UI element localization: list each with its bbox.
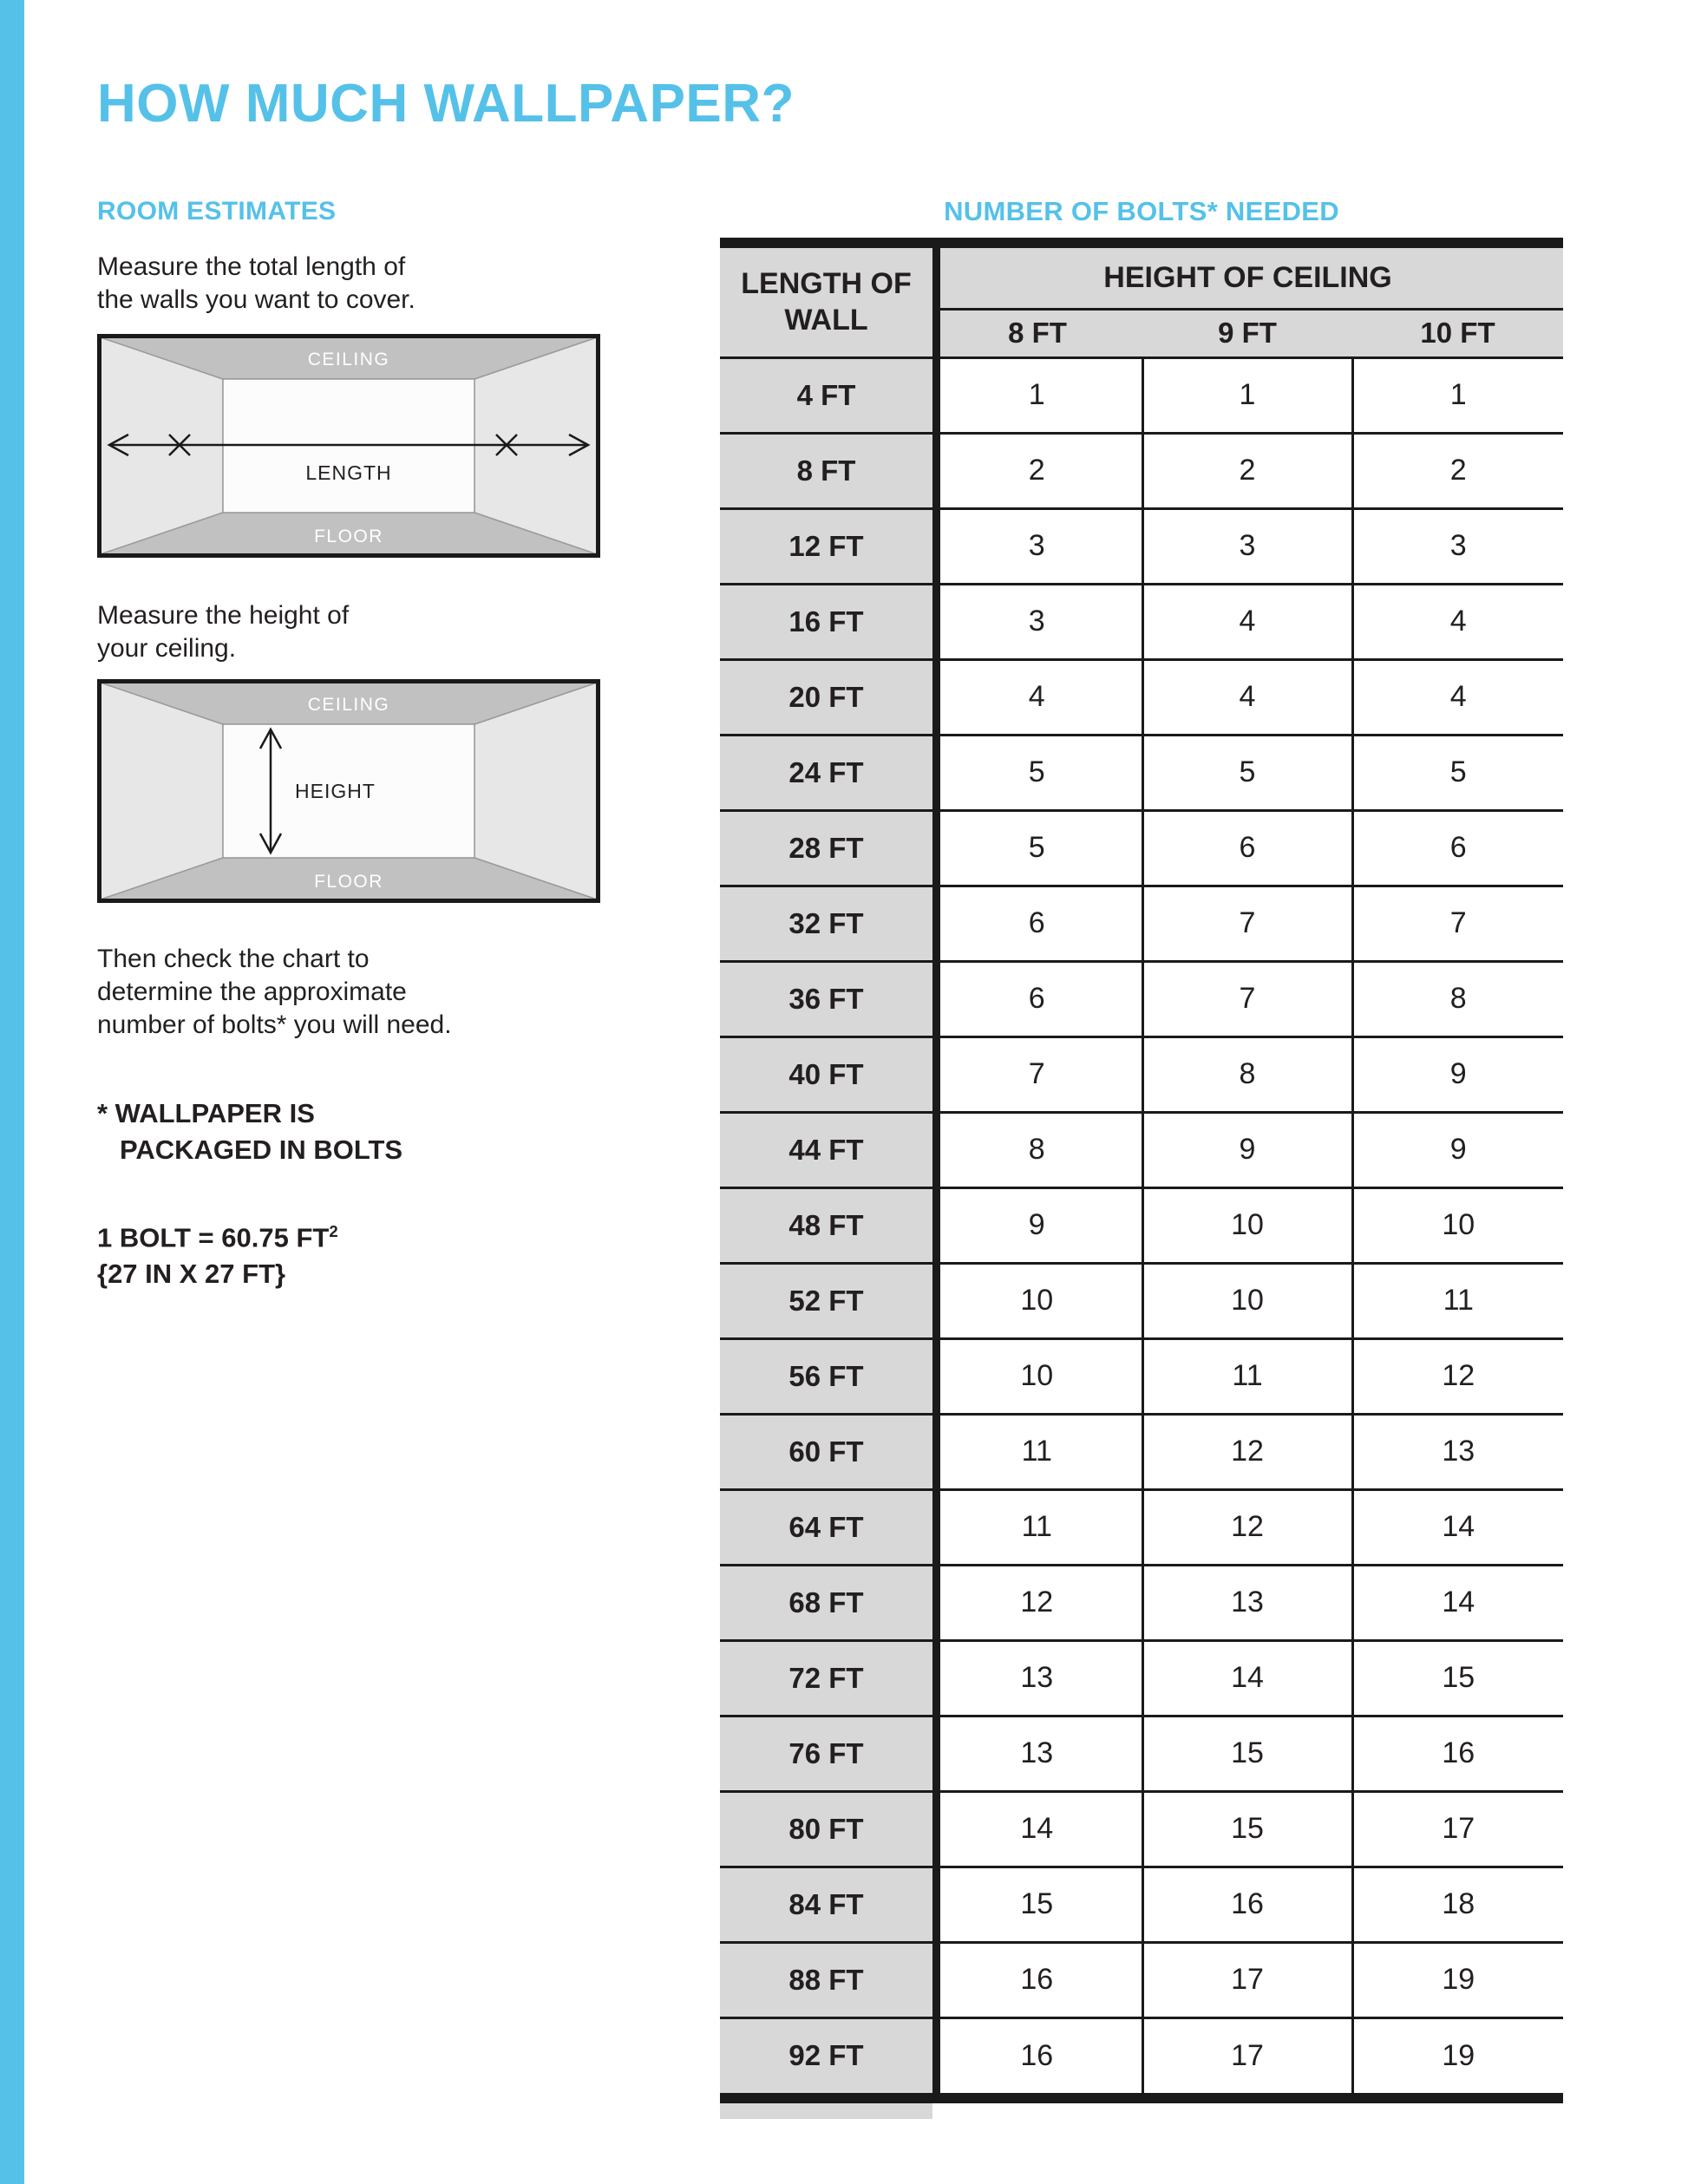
footnote-line: * WALLPAPER IS xyxy=(97,1098,315,1128)
room-height-diagram xyxy=(97,679,600,903)
bolt-count-cell: 5 xyxy=(932,735,1142,810)
bolt-count-cell: 3 xyxy=(932,584,1142,659)
row-label: 48 FT xyxy=(720,1187,932,1263)
step-line: Measure the total length of xyxy=(97,252,406,281)
row-label: 84 FT xyxy=(720,1867,932,1942)
accent-stripe xyxy=(0,0,24,2184)
instructions-column xyxy=(97,197,652,1292)
bolt-count-cell: 15 xyxy=(932,1867,1142,1942)
bolt-equation-exponent: 2 xyxy=(329,1222,338,1240)
table-row xyxy=(720,584,1563,659)
bolt-count-cell: 4 xyxy=(1142,584,1352,659)
ceiling-label: CEILING xyxy=(307,350,390,369)
table-row xyxy=(720,961,1563,1036)
bolt-count-cell: 12 xyxy=(1142,1414,1352,1489)
row-label: 80 FT xyxy=(720,1791,932,1867)
bolt-count-cell: 5 xyxy=(1352,735,1563,810)
instruction-step-3 xyxy=(97,943,652,1042)
bolt-count-cell: 12 xyxy=(932,1565,1142,1640)
bolt-count-cell: 7 xyxy=(1352,886,1563,961)
col-header-9-ft: 9 FT xyxy=(1142,309,1352,357)
bolt-count-cell: 2 xyxy=(1352,433,1563,508)
bolt-count-cell: 15 xyxy=(1352,1640,1563,1716)
bolt-count-cell: 10 xyxy=(932,1338,1142,1414)
table-vertical-rule xyxy=(932,238,940,2103)
bolt-count-cell: 12 xyxy=(1352,1338,1563,1414)
bolt-equation-text: 1 BOLT = 60.75 FT xyxy=(97,1222,330,1253)
bolt-dimensions: {27 IN X 27 FT} xyxy=(97,1259,286,1290)
step-line: number of bolts* you will need. xyxy=(97,1010,452,1039)
row-label: 64 FT xyxy=(720,1489,932,1565)
bolt-count-cell: 4 xyxy=(1142,659,1352,735)
step-line: Measure the height of xyxy=(97,601,350,630)
bolt-count-cell: 15 xyxy=(1142,1791,1352,1867)
table-top-rule xyxy=(720,238,1563,248)
table-row xyxy=(720,1867,1563,1942)
bolt-count-cell: 7 xyxy=(1142,886,1352,961)
table-row xyxy=(720,1716,1563,1791)
bolt-count-cell: 1 xyxy=(1352,357,1563,433)
bolt-count-cell: 9 xyxy=(1352,1112,1563,1187)
bolt-count-cell: 7 xyxy=(932,1036,1142,1112)
floor-label: FLOOR xyxy=(314,526,383,546)
table-row xyxy=(720,1112,1563,1187)
step-line: your ceiling. xyxy=(97,634,237,663)
row-label: 40 FT xyxy=(720,1036,932,1112)
bolt-count-cell: 17 xyxy=(1142,1942,1352,2017)
col-header-10-ft: 10 FT xyxy=(1352,309,1563,357)
bolt-count-cell: 18 xyxy=(1352,1867,1563,1942)
row-label: 52 FT xyxy=(720,1263,932,1338)
floor-label: FLOOR xyxy=(314,872,383,892)
bolt-count-cell: 13 xyxy=(1352,1414,1563,1489)
bolt-count-cell: 14 xyxy=(1142,1640,1352,1716)
row-label: 88 FT xyxy=(720,1942,932,2017)
bolt-count-cell: 3 xyxy=(1142,508,1352,584)
bolt-count-cell: 3 xyxy=(1352,508,1563,584)
row-label: 76 FT xyxy=(720,1716,932,1791)
bolt-count-cell: 9 xyxy=(1142,1112,1352,1187)
bolt-count-cell: 16 xyxy=(932,2017,1142,2093)
table-row xyxy=(720,433,1563,508)
footnote-line: PACKAGED IN BOLTS xyxy=(120,1135,403,1165)
bolts-needed-heading: NUMBER OF BOLTS* NEEDED xyxy=(944,196,1339,226)
table-row xyxy=(720,1942,1563,2017)
corner-header: LENGTH OF WALL xyxy=(720,248,932,357)
row-label: 92 FT xyxy=(720,2017,932,2093)
table-row xyxy=(720,886,1563,961)
row-label: 68 FT xyxy=(720,1565,932,1640)
bolt-count-cell: 14 xyxy=(1352,1565,1563,1640)
group-header: HEIGHT OF CEILING xyxy=(932,248,1563,309)
length-label: LENGTH xyxy=(305,461,392,484)
bolt-count-cell: 13 xyxy=(932,1716,1142,1791)
table-row xyxy=(720,357,1563,433)
step-line: Then check the chart to xyxy=(97,945,370,973)
bolt-equation xyxy=(97,1213,652,1292)
table-row xyxy=(720,1791,1563,1867)
bolt-count-cell: 1 xyxy=(932,357,1142,433)
row-label: 36 FT xyxy=(720,961,932,1036)
ceiling-label: CEILING xyxy=(307,695,390,715)
instruction-step-1 xyxy=(97,251,652,317)
row-label: 4 FT xyxy=(720,357,932,433)
bolt-count-cell: 4 xyxy=(1352,584,1563,659)
bolt-count-cell: 19 xyxy=(1352,2017,1563,2093)
bolt-count-cell: 6 xyxy=(1142,810,1352,886)
room-length-diagram xyxy=(97,334,600,558)
table-row xyxy=(720,1565,1563,1640)
bolt-count-cell: 5 xyxy=(932,810,1142,886)
bolt-count-cell: 4 xyxy=(932,659,1142,735)
bolt-count-cell: 13 xyxy=(1142,1565,1352,1640)
bolt-count-cell: 11 xyxy=(932,1414,1142,1489)
header-row-1 xyxy=(720,248,1563,309)
label-column-tail xyxy=(720,2103,932,2119)
bolt-count-cell: 1 xyxy=(1142,357,1352,433)
bolts-table-column xyxy=(720,196,1563,2119)
instruction-step-2 xyxy=(97,599,652,665)
bolt-count-cell: 13 xyxy=(932,1640,1142,1716)
bolt-count-cell: 2 xyxy=(932,433,1142,508)
bolt-count-cell: 8 xyxy=(1352,961,1563,1036)
step-line: the walls you want to cover. xyxy=(97,285,415,314)
table-row xyxy=(720,1263,1563,1338)
step-line: determine the approximate xyxy=(97,978,407,1006)
table-row xyxy=(720,810,1563,886)
table-row xyxy=(720,1338,1563,1414)
row-label: 44 FT xyxy=(720,1112,932,1187)
table-row xyxy=(720,659,1563,735)
row-label: 32 FT xyxy=(720,886,932,961)
bolt-count-cell: 11 xyxy=(1142,1338,1352,1414)
bolt-count-cell: 15 xyxy=(1142,1716,1352,1791)
table-row xyxy=(720,2017,1563,2093)
row-label: 20 FT xyxy=(720,659,932,735)
bolt-count-cell: 2 xyxy=(1142,433,1352,508)
bolt-equation-main xyxy=(97,1213,652,1256)
bolts-table-wrap xyxy=(720,238,1563,2119)
col-header-8-ft: 8 FT xyxy=(932,309,1142,357)
page-title: HOW MUCH WALLPAPER? xyxy=(97,74,795,134)
bolt-count-cell: 14 xyxy=(1352,1489,1563,1565)
bolt-count-cell: 6 xyxy=(932,961,1142,1036)
bolt-count-cell: 10 xyxy=(1142,1187,1352,1263)
bolt-count-cell: 4 xyxy=(1352,659,1563,735)
height-label: HEIGHT xyxy=(295,780,376,802)
table-bottom-rule xyxy=(720,2093,1563,2103)
row-label: 24 FT xyxy=(720,735,932,810)
table-row xyxy=(720,1489,1563,1565)
room-estimates-heading: ROOM ESTIMATES xyxy=(97,197,337,226)
packaging-footnote xyxy=(97,1095,652,1168)
bolt-count-cell: 16 xyxy=(1352,1716,1563,1791)
bolt-count-cell: 8 xyxy=(932,1112,1142,1187)
bolt-count-cell: 10 xyxy=(932,1263,1142,1338)
table-row xyxy=(720,735,1563,810)
bolt-count-cell: 9 xyxy=(1352,1036,1563,1112)
row-label: 60 FT xyxy=(720,1414,932,1489)
table-row xyxy=(720,1414,1563,1489)
row-label: 8 FT xyxy=(720,433,932,508)
bolt-count-cell: 9 xyxy=(932,1187,1142,1263)
row-label: 56 FT xyxy=(720,1338,932,1414)
table-row xyxy=(720,508,1563,584)
bolt-count-cell: 11 xyxy=(932,1489,1142,1565)
bolt-count-cell: 16 xyxy=(1142,1867,1352,1942)
bolt-count-cell: 5 xyxy=(1142,735,1352,810)
bolt-count-cell: 6 xyxy=(932,886,1142,961)
row-label: 12 FT xyxy=(720,508,932,584)
bolt-count-cell: 11 xyxy=(1352,1263,1563,1338)
bolt-count-cell: 17 xyxy=(1352,1791,1563,1867)
bolt-count-cell: 14 xyxy=(932,1791,1142,1867)
row-label: 28 FT xyxy=(720,810,932,886)
row-label: 16 FT xyxy=(720,584,932,659)
bolt-count-cell: 7 xyxy=(1142,961,1352,1036)
table-row xyxy=(720,1187,1563,1263)
bolt-count-cell: 10 xyxy=(1352,1187,1563,1263)
bolt-count-cell: 10 xyxy=(1142,1263,1352,1338)
bolt-count-cell: 19 xyxy=(1352,1942,1563,2017)
bolt-count-cell: 12 xyxy=(1142,1489,1352,1565)
bolt-count-cell: 8 xyxy=(1142,1036,1352,1112)
table-row xyxy=(720,1640,1563,1716)
bolt-count-cell: 16 xyxy=(932,1942,1142,2017)
bolts-table xyxy=(720,248,1563,2093)
bolt-count-cell: 3 xyxy=(932,508,1142,584)
bolt-count-cell: 6 xyxy=(1352,810,1563,886)
bolt-count-cell: 17 xyxy=(1142,2017,1352,2093)
row-label: 72 FT xyxy=(720,1640,932,1716)
table-row xyxy=(720,1036,1563,1112)
